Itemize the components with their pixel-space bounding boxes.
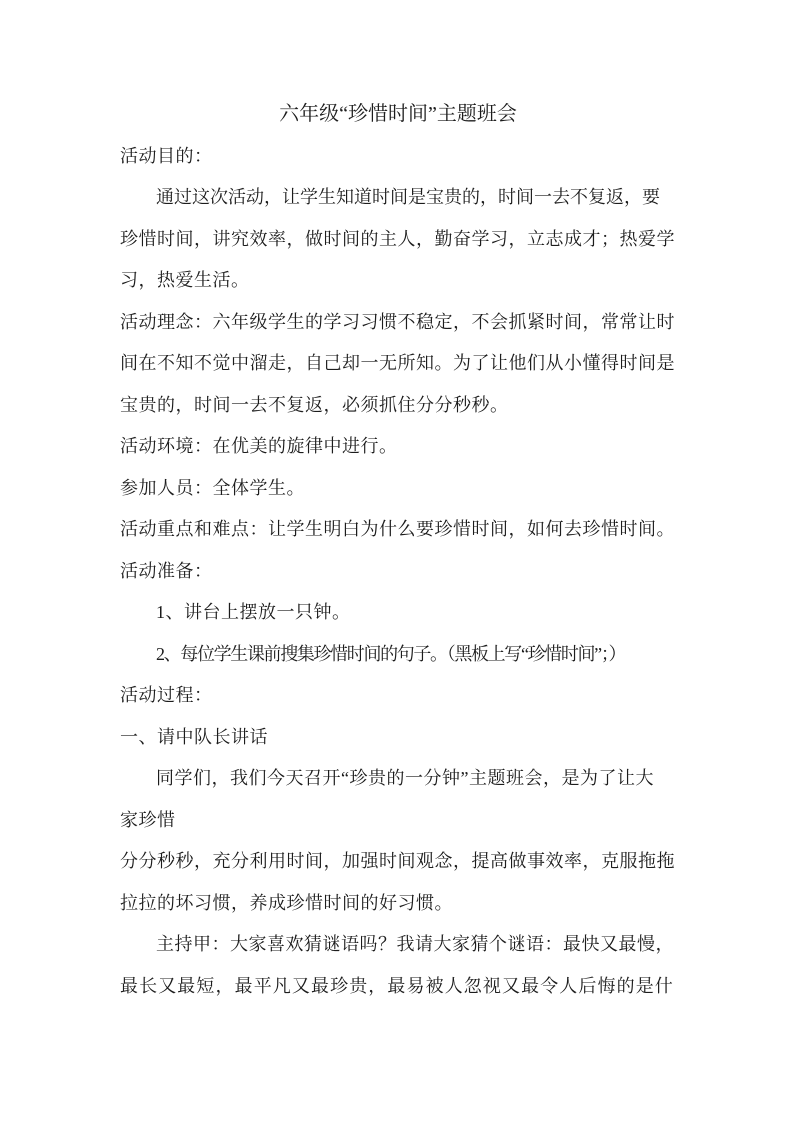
document-line: 主持甲：大家喜欢猜谜语吗？我请大家猜个谜语：最快又最慢， (156, 934, 674, 954)
document-content (120, 94, 676, 1007)
document-line: 家珍惜 (120, 809, 176, 830)
document-line: 同学们，我们今天召开“珍贵的一分钟”主题班会，是为了让大 (156, 768, 654, 788)
document-line: 宝贵的，时间一去不复返，必须抓住分分秒秒。 (120, 394, 509, 415)
document-line: 习，热爱生活。 (120, 270, 250, 290)
document-line: 珍惜时间，讲究效率，做时间的主人，勤奋学习，立志成才；热爱学 (120, 228, 675, 249)
document-line: 拉拉的坏习惯，养成珍惜时间的好习惯。 (120, 892, 453, 913)
document-line: 活动目的： (120, 145, 213, 166)
document-line: 活动准备： (120, 560, 213, 581)
document-line: 间在不知不觉中溜走，自己却一无所知。为了让他们从小懂得时间是 (120, 353, 675, 373)
document-line: 一、请中队长讲话 (120, 726, 268, 747)
document-line: 参加人员：全体学生。 (120, 477, 305, 498)
document-line: 活动重点和难点：让学生明白为什么要珍惜时间，如何去珍惜时间。 (120, 519, 675, 539)
document-line: 最长又最短，最平凡又最珍贵，最易被人忽视又最令人后悔的是什 (120, 975, 674, 996)
document-line: 1、讲台上摆放一只钟。 (156, 602, 351, 622)
document-line: 活动理念：六年级学生的学习习惯不稳定，不会抓紧时间，常常让时 (120, 311, 675, 332)
document-line: 分分秒秒，充分利用时间，加强时间观念，提高做事效率，克服拖拖 (120, 851, 675, 871)
document-line: 通过这次活动，让学生知道时间是宝贵的，时间一去不复返，要 (156, 187, 660, 207)
document-line: 活动环境：在优美的旋律中进行。 (120, 436, 398, 456)
document-line: 活动过程： (120, 685, 213, 705)
document-line: 2、每位学生课前搜集珍惜时间的句子。（黑板上写“珍惜时间”；） (156, 643, 626, 664)
document-title: 六年级“珍惜时间”主题班会 (279, 103, 517, 125)
